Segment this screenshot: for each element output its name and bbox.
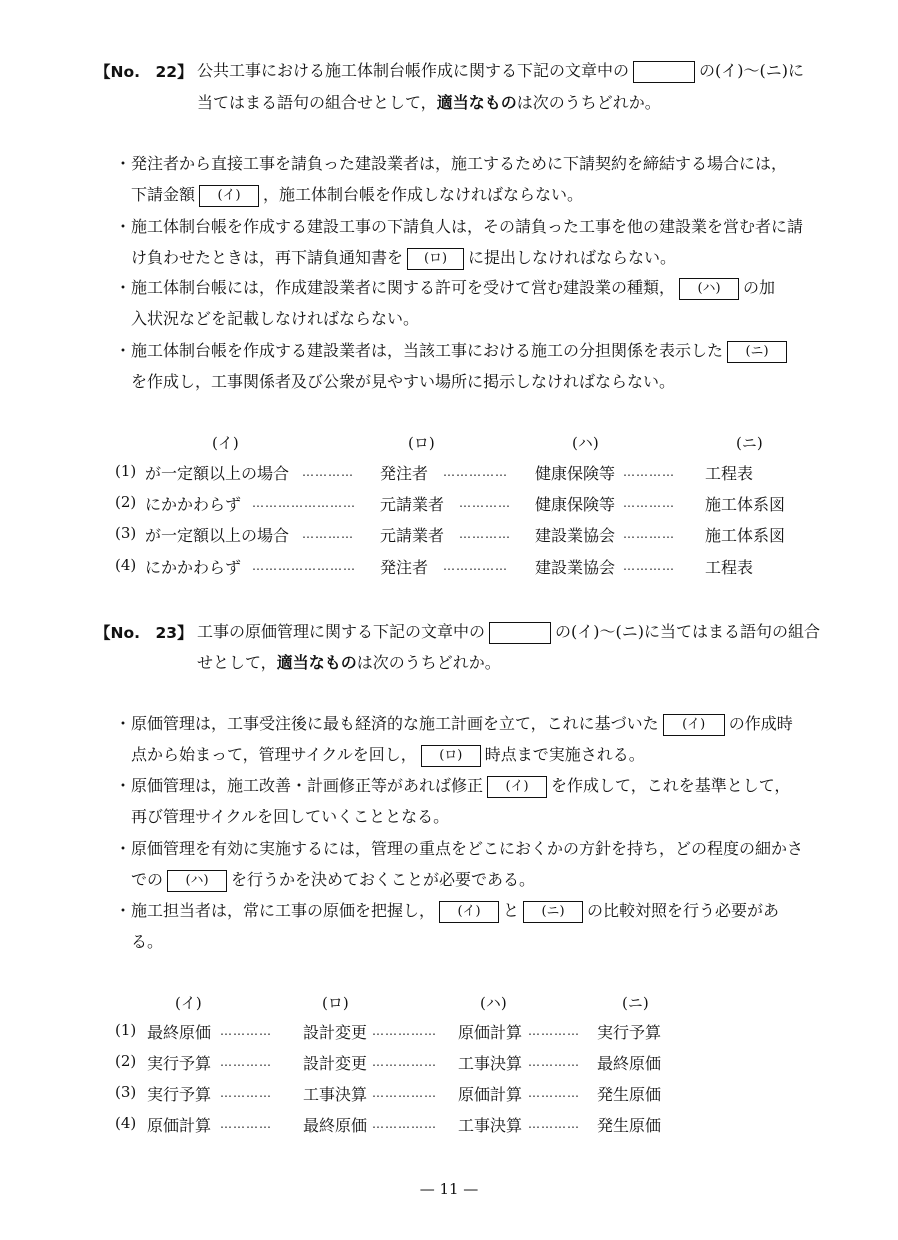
statement-2b: 再び管理サイクルを回していくこととなる。 (131, 807, 450, 826)
bullet: ・ (115, 776, 132, 795)
leader-dots: ………… (528, 1086, 580, 1100)
option-number: (4) (115, 1114, 137, 1132)
header-ha: (ハ) (480, 994, 507, 1012)
option-ni: 最終原価 (597, 1054, 662, 1073)
leader-dots: ………… (220, 1055, 272, 1069)
blank-ha: (ハ) (167, 870, 227, 892)
blank-i: (イ) (439, 901, 499, 923)
statement-2b: け負わせたときは，再下請負通知書を (ロ) に提出しなければならない。 (131, 245, 676, 270)
option-ha: 原価計算 (458, 1023, 523, 1042)
statement-4a: 施工体制台帳を作成する建設業者は，当該工事における施工の分担関係を表示した (ニ) (131, 338, 791, 363)
option-ro: 設計変更 (303, 1054, 368, 1073)
statement-1b: 下請金額 (イ) ，施工体制台帳を作成しなければならない。 (131, 182, 583, 207)
bullet: ・ (115, 901, 132, 920)
option-ni: 発生原価 (597, 1085, 662, 1104)
statement-2a: 施工体制台帳を作成する建設工事の下請負人は，その請負った工事を他の建設業を営む者に請 (131, 217, 804, 236)
blank-ro: (ロ) (421, 745, 481, 767)
leader-dots: ………… (528, 1117, 580, 1131)
option-number: (1) (115, 462, 137, 480)
bullet: ・ (115, 217, 132, 236)
statement-4b: る。 (131, 932, 164, 951)
statement-3b: での (ハ) を行うかを決めておくことが必要である。 (131, 867, 535, 892)
question-stem: 工事の原価管理に関する下記の文章中の の(イ)～(ニ)に当てはまる語句の組合 (197, 619, 820, 644)
option-ro: 元請業者 (380, 495, 445, 514)
blank-ni: (ニ) (727, 341, 787, 363)
leader-dots: ………… (528, 1055, 580, 1069)
option-number: (2) (115, 1052, 137, 1070)
option-ni: 工程表 (705, 558, 754, 577)
option-i: 実行予算 (147, 1085, 212, 1104)
option-ni: 施工体系図 (705, 526, 786, 545)
leader-dots: ………… (220, 1086, 272, 1100)
option-i: 実行予算 (147, 1054, 212, 1073)
leader-dots: ………… (623, 496, 675, 510)
statement-4b: を作成し，工事関係者及び公衆が見やすい場所に掲示しなければならない。 (131, 372, 676, 391)
leader-dots: ………… (528, 1024, 580, 1038)
option-ha: 工事決算 (458, 1116, 523, 1135)
leader-dots: ………… (623, 527, 675, 541)
option-ha: 建設業協会 (535, 526, 616, 545)
page-number: — 11 — (419, 1180, 479, 1198)
option-number: (3) (115, 524, 137, 542)
header-ni: (ニ) (622, 994, 649, 1012)
leader-dots: …………………… (252, 559, 356, 573)
statement-3a: 施工体制台帳には，作成建設業者に関する許可を受けて営む建設業の種類， (ハ) の加 (131, 275, 775, 300)
leader-dots: ………… (623, 465, 675, 479)
blank-box (489, 622, 551, 644)
option-i: が一定額以上の場合 (145, 526, 290, 545)
question-stem-2: 当てはまる語句の組合せとして，適当なものは次のうちどれか。 (197, 93, 661, 112)
bullet: ・ (115, 839, 132, 858)
header-ha: (ハ) (572, 434, 599, 452)
option-i: にかかわらず (145, 558, 242, 577)
leader-dots: ………… (459, 496, 511, 510)
question-stem: 公共工事における施工体制台帳作成に関する下記の文章中の の(イ)～(ニ)に (197, 58, 804, 83)
option-ni: 施工体系図 (705, 495, 786, 514)
header-ro: (ロ) (322, 994, 349, 1012)
statement-3b: 入状況などを記載しなければならない。 (131, 309, 420, 328)
statement-4a: 施工担当者は，常に工事の原価を把握し， (イ) と (ニ) の比較対照を行う必要があ (131, 898, 779, 923)
option-ha: 健康保険等 (535, 464, 616, 483)
leader-dots: ………… (302, 527, 354, 541)
option-ro: 最終原価 (303, 1116, 368, 1135)
header-i: (イ) (212, 434, 239, 452)
statement-3a: 原価管理を有効に実施するには，管理の重点をどこにおくかの方針を持ち，どの程度の細かさ (131, 839, 804, 858)
statement-2a: 原価管理は，施工改善・計画修正等があれば修正 (イ) を作成して，これを基準として， (131, 773, 790, 798)
leader-dots: ………… (220, 1117, 272, 1131)
blank-ro: (ロ) (407, 248, 464, 270)
leader-dots: ………… (623, 559, 675, 573)
option-i: が一定額以上の場合 (145, 464, 290, 483)
option-ro: 発注者 (380, 464, 429, 483)
bullet: ・ (115, 714, 132, 733)
header-i: (イ) (175, 994, 202, 1012)
statement-1a: 原価管理は，工事受注後に最も経済的な施工計画を立て，これに基づいた (イ) の作成時 (131, 711, 793, 736)
question-number: 【No. 22】 (95, 63, 193, 81)
leader-dots: …………… (443, 465, 508, 479)
option-ni: 実行予算 (597, 1023, 662, 1042)
leader-dots: …………… (443, 559, 508, 573)
header-ni: (ニ) (736, 434, 763, 452)
blank-ni: (ニ) (523, 901, 583, 923)
leader-dots: ………… (302, 465, 354, 479)
statement-1a: 発注者から直接工事を請負った建設業者は，施工するために下請契約を締結する場合には， (131, 154, 788, 173)
question-stem-2: せとして，適当なものは次のうちどれか。 (197, 653, 501, 672)
bullet: ・ (115, 278, 132, 297)
option-number: (2) (115, 493, 137, 511)
option-ni: 工程表 (705, 464, 754, 483)
option-number: (1) (115, 1021, 137, 1039)
leader-dots: …………… (372, 1117, 437, 1131)
header-ro: (ロ) (408, 434, 435, 452)
option-ro: 工事決算 (303, 1085, 368, 1104)
blank-i: (イ) (199, 185, 259, 207)
leader-dots: ………… (459, 527, 511, 541)
leader-dots: …………… (372, 1086, 437, 1100)
bullet: ・ (115, 154, 132, 173)
option-ha: 工事決算 (458, 1054, 523, 1073)
leader-dots: …………… (372, 1055, 437, 1069)
option-ro: 設計変更 (303, 1023, 368, 1042)
statement-1b: 点から始まって，管理サイクルを回し， (ロ) 時点まで実施される。 (131, 742, 645, 767)
blank-ha: (ハ) (679, 278, 739, 300)
option-ro: 元請業者 (380, 526, 445, 545)
bullet: ・ (115, 341, 132, 360)
option-ro: 発注者 (380, 558, 429, 577)
blank-box (633, 61, 695, 83)
blank-i: (イ) (487, 776, 547, 798)
leader-dots: …………………… (252, 496, 356, 510)
question-number: 【No. 23】 (95, 624, 193, 642)
option-number: (4) (115, 556, 137, 574)
option-ha: 健康保険等 (535, 495, 616, 514)
option-i: 原価計算 (147, 1116, 212, 1135)
option-i: にかかわらず (145, 495, 242, 514)
option-i: 最終原価 (147, 1023, 212, 1042)
leader-dots: ………… (220, 1024, 272, 1038)
option-number: (3) (115, 1083, 137, 1101)
option-ha: 建設業協会 (535, 558, 616, 577)
option-ni: 発生原価 (597, 1116, 662, 1135)
option-ha: 原価計算 (458, 1085, 523, 1104)
leader-dots: …………… (372, 1024, 437, 1038)
blank-i: (イ) (663, 714, 725, 736)
